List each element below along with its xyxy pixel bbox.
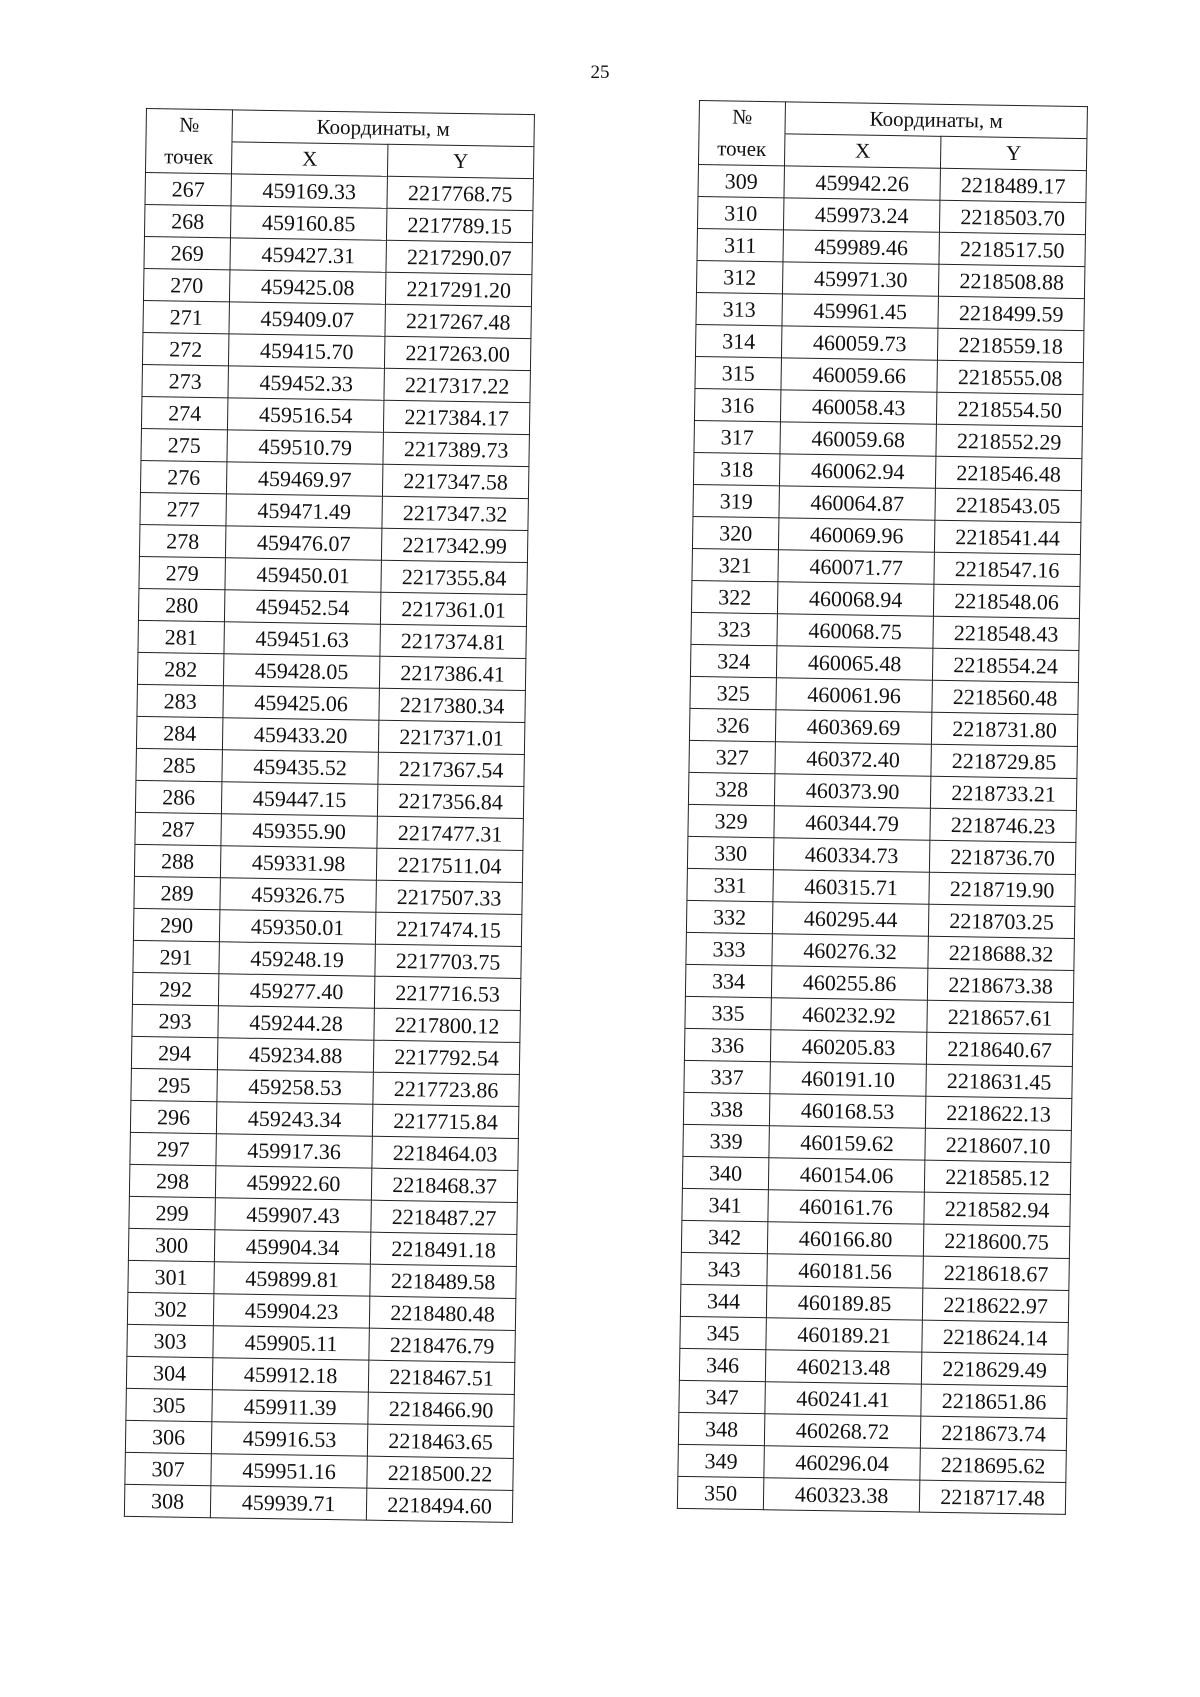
x-coordinate-cell: 459905.11	[213, 1326, 369, 1360]
point-number-cell: 297	[130, 1132, 216, 1165]
y-coordinate-cell: 2218463.65	[367, 1424, 514, 1458]
y-coordinate-cell: 2218541.44	[934, 520, 1081, 554]
point-number-cell: 281	[138, 620, 224, 653]
x-coordinate-cell: 459169.33	[231, 174, 387, 208]
y-coordinate-cell: 2218673.38	[927, 968, 1074, 1002]
point-number-cell: 283	[137, 684, 223, 717]
point-number-cell: 327	[689, 740, 775, 773]
x-coordinate-cell: 460161.76	[768, 1190, 924, 1224]
x-coordinate-cell: 460255.86	[771, 966, 927, 1000]
point-number-cell: 330	[687, 836, 773, 869]
coordinates-table-left	[124, 108, 535, 1523]
x-coordinate-cell: 459258.53	[217, 1070, 373, 1104]
y-coordinate-cell: 2218503.70	[939, 200, 1086, 234]
x-coordinate-cell: 459350.01	[219, 910, 375, 944]
table-row	[677, 1476, 1065, 1514]
y-coordinate-cell: 2217371.01	[378, 720, 525, 754]
x-coordinate-cell: 460069.96	[778, 518, 934, 552]
y-coordinate-cell: 2217291.20	[385, 272, 532, 306]
header-number-word: точек	[145, 141, 231, 174]
y-coordinate-cell: 2218688.32	[928, 936, 1075, 970]
point-number-cell: 290	[133, 908, 219, 941]
x-coordinate-cell: 460276.32	[772, 934, 928, 968]
point-number-cell: 343	[681, 1252, 767, 1285]
x-coordinate-cell: 460062.94	[779, 454, 935, 488]
point-number-cell: 311	[697, 228, 783, 261]
point-number-cell: 273	[142, 364, 228, 397]
x-coordinate-cell: 460059.66	[781, 358, 937, 392]
point-number-cell: 317	[694, 420, 780, 453]
y-coordinate-cell: 2217507.33	[376, 880, 523, 914]
x-coordinate-cell: 460241.41	[765, 1382, 921, 1416]
table-header	[698, 101, 1087, 171]
point-number-cell: 331	[687, 868, 773, 901]
point-number-cell: 284	[136, 716, 222, 749]
y-coordinate-cell: 2218651.86	[921, 1384, 1068, 1418]
point-number-cell: 277	[140, 492, 226, 525]
y-coordinate-cell: 2218559.18	[937, 328, 1084, 362]
point-number-cell: 349	[678, 1444, 764, 1477]
y-coordinate-cell: 2218548.06	[933, 584, 1080, 618]
x-coordinate-cell: 460068.75	[777, 614, 933, 648]
y-coordinate-cell: 2217800.12	[374, 1008, 521, 1042]
y-coordinate-cell: 2217342.99	[381, 528, 528, 562]
x-coordinate-cell: 460295.44	[772, 902, 928, 936]
header-y: Y	[940, 136, 1087, 170]
x-coordinate-cell: 459904.34	[214, 1230, 370, 1264]
point-number-cell: 299	[129, 1196, 215, 1229]
y-coordinate-cell: 2218629.49	[921, 1352, 1068, 1386]
y-coordinate-cell: 2218467.51	[368, 1360, 515, 1394]
y-coordinate-cell: 2217474.15	[375, 912, 522, 946]
point-number-cell: 350	[677, 1476, 763, 1509]
x-coordinate-cell: 459415.70	[228, 334, 384, 368]
point-number-cell: 314	[695, 324, 781, 357]
y-coordinate-cell: 2218736.70	[929, 840, 1076, 874]
point-number-cell: 309	[698, 164, 784, 197]
header-number-sign: №	[146, 109, 232, 142]
point-number-cell: 315	[695, 356, 781, 389]
y-coordinate-cell: 2217317.22	[384, 368, 531, 402]
x-coordinate-cell: 459922.60	[215, 1166, 371, 1200]
x-coordinate-cell: 460071.77	[778, 550, 934, 584]
point-number-cell: 303	[127, 1324, 213, 1357]
y-coordinate-cell: 2218582.94	[924, 1192, 1071, 1226]
y-coordinate-cell: 2218607.10	[925, 1128, 1072, 1162]
y-coordinate-cell: 2217355.84	[381, 560, 528, 594]
x-coordinate-cell: 460372.40	[775, 742, 931, 776]
point-number-cell: 320	[692, 516, 778, 549]
x-coordinate-cell: 460334.73	[773, 838, 929, 872]
point-number-cell: 344	[680, 1284, 766, 1317]
x-coordinate-cell: 459244.28	[218, 1006, 374, 1040]
point-number-cell: 300	[128, 1228, 214, 1261]
point-number-cell: 307	[125, 1452, 211, 1485]
x-coordinate-cell: 459433.20	[222, 718, 378, 752]
y-coordinate-cell: 2218719.90	[929, 872, 1076, 906]
y-coordinate-cell: 2218733.21	[930, 776, 1077, 810]
y-coordinate-cell: 2217792.54	[373, 1040, 520, 1074]
y-coordinate-cell: 2218554.24	[932, 648, 1079, 682]
point-number-cell: 318	[693, 452, 779, 485]
y-coordinate-cell: 2218673.74	[920, 1416, 1067, 1450]
y-coordinate-cell: 2218622.13	[925, 1096, 1072, 1130]
y-coordinate-cell: 2217361.01	[380, 592, 527, 626]
point-number-cell: 341	[682, 1188, 768, 1221]
x-coordinate-cell: 459435.52	[222, 750, 378, 784]
y-coordinate-cell: 2217356.84	[377, 784, 524, 818]
y-coordinate-cell: 2217263.00	[384, 336, 531, 370]
x-coordinate-cell: 459942.26	[784, 166, 940, 200]
x-coordinate-cell: 460189.21	[766, 1318, 922, 1352]
x-coordinate-cell: 459907.43	[215, 1198, 371, 1232]
x-coordinate-cell: 459447.15	[221, 782, 377, 816]
y-coordinate-cell: 2218703.25	[928, 904, 1075, 938]
x-coordinate-cell: 459331.98	[220, 846, 376, 880]
point-number-cell: 285	[136, 748, 222, 781]
point-number-cell: 278	[139, 524, 225, 557]
point-number-cell: 319	[693, 484, 779, 517]
point-number-cell: 310	[697, 196, 783, 229]
x-coordinate-cell: 459989.46	[783, 230, 939, 264]
x-coordinate-cell: 459916.53	[211, 1422, 367, 1456]
x-coordinate-cell: 459425.08	[229, 270, 385, 304]
y-coordinate-cell: 2217715.84	[372, 1104, 519, 1138]
y-coordinate-cell: 2218508.88	[938, 264, 1085, 298]
y-coordinate-cell: 2218695.62	[920, 1448, 1067, 1482]
y-coordinate-cell: 2217374.81	[380, 624, 527, 658]
y-coordinate-cell: 2218546.48	[935, 456, 1082, 490]
y-coordinate-cell: 2218499.59	[938, 296, 1085, 330]
x-coordinate-cell: 460373.90	[774, 774, 930, 808]
x-coordinate-cell: 460189.85	[766, 1286, 922, 1320]
point-number-cell: 328	[688, 772, 774, 805]
y-coordinate-cell: 2217511.04	[376, 848, 523, 882]
point-number-cell: 289	[134, 876, 220, 909]
y-coordinate-cell: 2218476.79	[369, 1328, 516, 1362]
point-number-cell: 296	[130, 1100, 216, 1133]
point-number-cell: 288	[134, 844, 220, 877]
y-coordinate-cell: 2217384.17	[383, 400, 530, 434]
x-coordinate-cell: 459277.40	[218, 974, 374, 1008]
point-number-cell: 345	[680, 1316, 766, 1349]
x-coordinate-cell: 460059.68	[780, 422, 936, 456]
point-number-cell: 298	[129, 1164, 215, 1197]
y-coordinate-cell: 2218464.03	[372, 1136, 519, 1170]
point-number-cell: 269	[144, 236, 230, 269]
point-number-cell: 293	[132, 1004, 218, 1037]
point-number-cell: 338	[683, 1092, 769, 1125]
header-x: X	[784, 134, 940, 168]
point-number-cell: 340	[682, 1156, 768, 1189]
x-coordinate-cell: 460058.43	[780, 390, 936, 424]
x-coordinate-cell: 459452.54	[224, 590, 380, 624]
x-coordinate-cell: 459234.88	[217, 1038, 373, 1072]
x-coordinate-cell: 459939.71	[210, 1486, 366, 1520]
point-number-cell: 302	[127, 1292, 213, 1325]
x-coordinate-cell: 459961.45	[782, 294, 938, 328]
y-coordinate-cell: 2218554.50	[936, 392, 1083, 426]
x-coordinate-cell: 460205.83	[770, 1030, 926, 1064]
y-coordinate-cell: 2218494.60	[366, 1488, 513, 1522]
point-number-cell: 295	[131, 1068, 217, 1101]
header-number-sign: №	[699, 101, 785, 134]
x-coordinate-cell: 459355.90	[221, 814, 377, 848]
y-coordinate-cell: 2218622.97	[922, 1288, 1069, 1322]
point-number-cell: 332	[686, 900, 772, 933]
point-number-cell: 325	[690, 676, 776, 709]
x-coordinate-cell: 460154.06	[768, 1158, 924, 1192]
x-coordinate-cell: 459510.79	[227, 430, 383, 464]
x-coordinate-cell: 459973.24	[783, 198, 939, 232]
x-coordinate-cell: 459326.75	[220, 878, 376, 912]
point-number-cell: 286	[135, 780, 221, 813]
y-coordinate-cell: 2218555.08	[937, 360, 1084, 394]
point-number-cell: 342	[681, 1220, 767, 1253]
header-y: Y	[387, 144, 534, 178]
point-number-cell: 308	[124, 1484, 210, 1517]
y-coordinate-cell: 2218552.29	[936, 424, 1083, 458]
point-number-cell: 275	[141, 428, 227, 461]
point-number-cell: 287	[135, 812, 221, 845]
y-coordinate-cell: 2218500.22	[367, 1456, 514, 1490]
x-coordinate-cell: 460296.04	[764, 1446, 920, 1480]
x-coordinate-cell: 459516.54	[227, 398, 383, 432]
x-coordinate-cell: 460344.79	[774, 806, 930, 840]
x-coordinate-cell: 460232.92	[771, 998, 927, 1032]
x-coordinate-cell: 459409.07	[229, 302, 385, 336]
x-coordinate-cell: 459469.97	[226, 462, 382, 496]
point-number-cell: 270	[143, 268, 229, 301]
y-coordinate-cell: 2218468.37	[371, 1168, 518, 1202]
y-coordinate-cell: 2217347.32	[382, 496, 529, 530]
y-coordinate-cell: 2217768.75	[387, 176, 534, 210]
y-coordinate-cell: 2218560.48	[932, 680, 1079, 714]
point-number-cell: 306	[125, 1420, 211, 1453]
point-number-cell: 304	[126, 1356, 212, 1389]
table-body	[124, 172, 533, 1522]
x-coordinate-cell: 459951.16	[211, 1454, 367, 1488]
y-coordinate-cell: 2217723.86	[373, 1072, 520, 1106]
x-coordinate-cell: 459427.31	[230, 238, 386, 272]
point-number-cell: 279	[139, 556, 225, 589]
point-number-cell: 268	[144, 204, 230, 237]
y-coordinate-cell: 2218624.14	[922, 1320, 1069, 1354]
header-x: X	[231, 142, 387, 176]
header-number-word: точек	[698, 133, 784, 166]
y-coordinate-cell: 2217347.58	[382, 464, 529, 498]
point-number-cell: 322	[691, 580, 777, 613]
x-coordinate-cell: 459899.81	[214, 1262, 370, 1296]
point-number-cell: 267	[145, 172, 231, 205]
x-coordinate-cell: 460213.48	[765, 1350, 921, 1384]
point-number-cell: 294	[131, 1036, 217, 1069]
y-coordinate-cell: 2218729.85	[931, 744, 1078, 778]
x-coordinate-cell: 459248.19	[219, 942, 375, 976]
point-number-cell: 339	[683, 1124, 769, 1157]
y-coordinate-cell: 2218480.48	[369, 1296, 516, 1330]
x-coordinate-cell: 460369.69	[775, 710, 931, 744]
x-coordinate-cell: 459476.07	[225, 526, 381, 560]
point-number-cell: 348	[678, 1412, 764, 1445]
point-number-cell: 274	[141, 396, 227, 429]
y-coordinate-cell: 2217367.54	[378, 752, 525, 786]
x-coordinate-cell: 460059.73	[781, 326, 937, 360]
point-number-cell: 291	[133, 940, 219, 973]
point-number-cell: 282	[137, 652, 223, 685]
y-coordinate-cell: 2217386.41	[379, 656, 526, 690]
x-coordinate-cell: 460166.80	[767, 1222, 923, 1256]
x-coordinate-cell: 459904.23	[213, 1294, 369, 1328]
point-number-cell: 321	[692, 548, 778, 581]
x-coordinate-cell: 459450.01	[225, 558, 381, 592]
x-coordinate-cell: 459451.63	[224, 622, 380, 656]
x-coordinate-cell: 460061.96	[776, 678, 932, 712]
x-coordinate-cell: 459471.49	[226, 494, 382, 528]
y-coordinate-cell: 2218547.16	[934, 552, 1081, 586]
x-coordinate-cell: 460191.10	[770, 1062, 926, 1096]
point-number-cell: 323	[691, 612, 777, 645]
point-number-cell: 337	[684, 1060, 770, 1093]
y-coordinate-cell: 2218491.18	[370, 1232, 517, 1266]
x-coordinate-cell: 459425.06	[223, 686, 379, 720]
y-coordinate-cell: 2218618.67	[923, 1256, 1070, 1290]
table-body	[677, 164, 1086, 1514]
y-coordinate-cell: 2218466.90	[368, 1392, 515, 1426]
table-header	[145, 109, 534, 179]
y-coordinate-cell: 2217267.48	[385, 304, 532, 338]
y-coordinate-cell: 2217716.53	[374, 976, 521, 1010]
y-coordinate-cell: 2218489.58	[370, 1264, 517, 1298]
point-number-cell: 313	[696, 292, 782, 325]
x-coordinate-cell: 460181.56	[767, 1254, 923, 1288]
point-number-cell: 334	[685, 964, 771, 997]
table-row	[124, 1484, 512, 1522]
y-coordinate-cell: 2218543.05	[935, 488, 1082, 522]
y-coordinate-cell: 2218585.12	[924, 1160, 1071, 1194]
point-number-cell: 276	[140, 460, 226, 493]
x-coordinate-cell: 459160.85	[230, 206, 386, 240]
y-coordinate-cell: 2218640.67	[926, 1032, 1073, 1066]
x-coordinate-cell: 460064.87	[779, 486, 935, 520]
point-number-cell: 335	[685, 996, 771, 1029]
point-number-cell: 272	[142, 332, 228, 365]
y-coordinate-cell: 2217477.31	[377, 816, 524, 850]
x-coordinate-cell: 460065.48	[776, 646, 932, 680]
y-coordinate-cell: 2218517.50	[939, 232, 1086, 266]
x-coordinate-cell: 460068.94	[777, 582, 933, 616]
y-coordinate-cell: 2218731.80	[931, 712, 1078, 746]
y-coordinate-cell: 2217380.34	[379, 688, 526, 722]
x-coordinate-cell: 460323.38	[763, 1478, 919, 1512]
x-coordinate-cell: 460159.62	[769, 1126, 925, 1160]
y-coordinate-cell: 2218717.48	[919, 1480, 1066, 1514]
x-coordinate-cell: 460268.72	[764, 1414, 920, 1448]
y-coordinate-cell: 2217389.73	[383, 432, 530, 466]
point-number-cell: 271	[143, 300, 229, 333]
x-coordinate-cell: 459911.39	[212, 1390, 368, 1424]
point-number-cell: 280	[138, 588, 224, 621]
point-number-cell: 305	[126, 1388, 212, 1421]
page-number: 25	[590, 62, 610, 83]
point-number-cell: 333	[686, 932, 772, 965]
point-number-cell: 347	[679, 1380, 765, 1413]
x-coordinate-cell: 459428.05	[223, 654, 379, 688]
header-coordinates: Координаты, м	[785, 102, 1087, 139]
coordinates-table-right	[677, 100, 1088, 1515]
y-coordinate-cell: 2217703.75	[375, 944, 522, 978]
point-number-cell: 346	[679, 1348, 765, 1381]
point-number-cell: 292	[132, 972, 218, 1005]
x-coordinate-cell: 460315.71	[773, 870, 929, 904]
y-coordinate-cell: 2217290.07	[386, 240, 533, 274]
y-coordinate-cell: 2218657.61	[927, 1000, 1074, 1034]
point-number-cell: 336	[684, 1028, 770, 1061]
x-coordinate-cell: 459912.18	[212, 1358, 368, 1392]
y-coordinate-cell: 2218746.23	[930, 808, 1077, 842]
y-coordinate-cell: 2218631.45	[926, 1064, 1073, 1098]
y-coordinate-cell: 2218600.75	[923, 1224, 1070, 1258]
header-coordinates: Координаты, м	[232, 110, 534, 147]
point-number-cell: 312	[696, 260, 782, 293]
point-number-cell: 316	[694, 388, 780, 421]
y-coordinate-cell: 2218487.27	[371, 1200, 518, 1234]
x-coordinate-cell: 460168.53	[769, 1094, 925, 1128]
point-number-cell: 329	[688, 804, 774, 837]
point-number-cell: 301	[128, 1260, 214, 1293]
y-coordinate-cell: 2218548.43	[933, 616, 1080, 650]
x-coordinate-cell: 459917.36	[216, 1134, 372, 1168]
x-coordinate-cell: 459452.33	[228, 366, 384, 400]
x-coordinate-cell: 459971.30	[782, 262, 938, 296]
y-coordinate-cell: 2217789.15	[386, 208, 533, 242]
point-number-cell: 324	[690, 644, 776, 677]
x-coordinate-cell: 459243.34	[216, 1102, 372, 1136]
y-coordinate-cell: 2218489.17	[940, 168, 1087, 202]
point-number-cell: 326	[689, 708, 775, 741]
